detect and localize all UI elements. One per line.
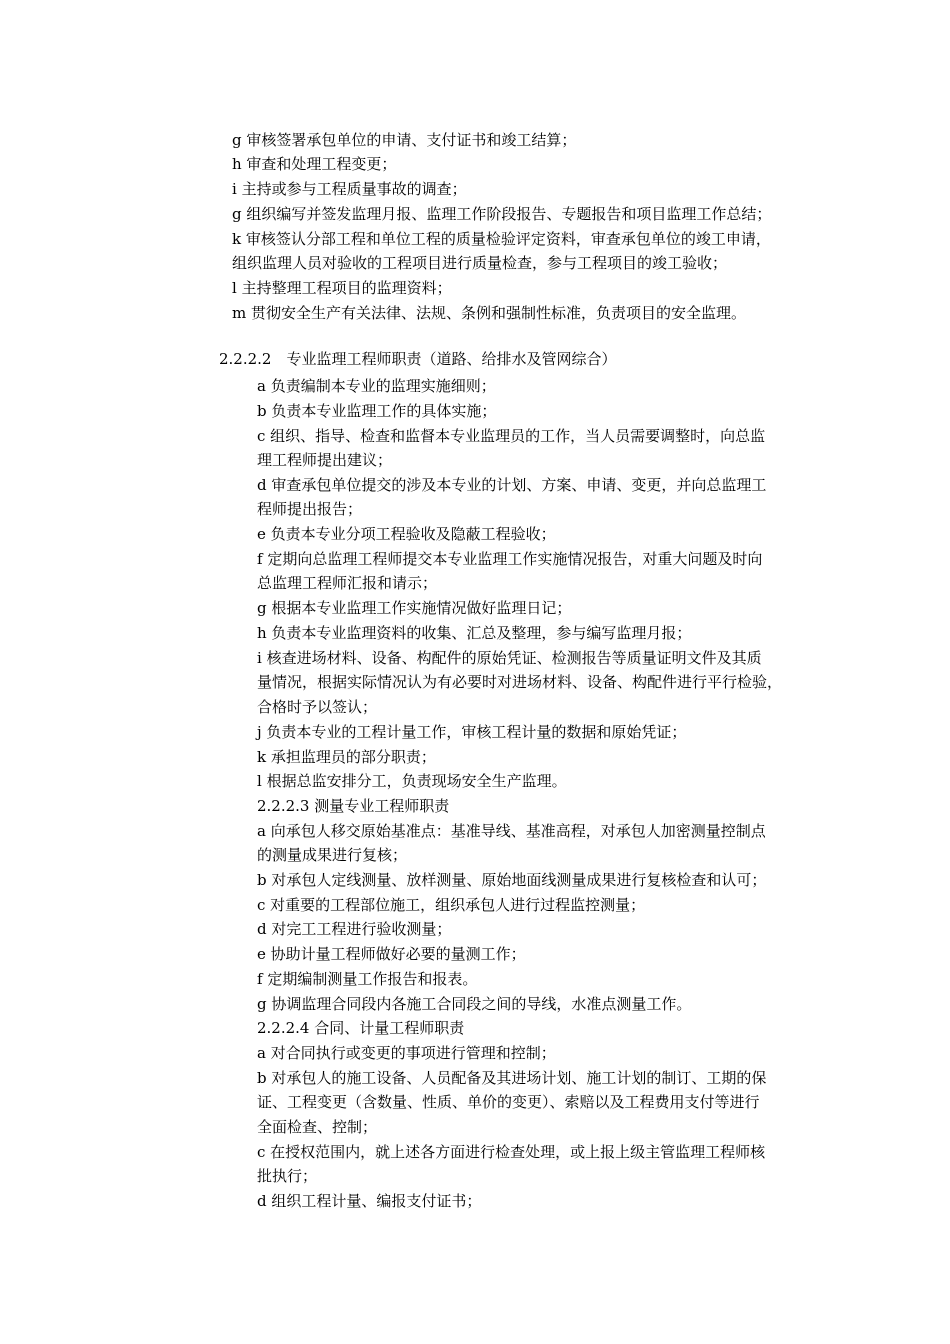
subsection-heading: 2.2.2.3 测量专业工程师职责	[257, 797, 450, 815]
list-item: b 对承包人的施工设备、人员配备及其进场计划、施工计划的制订、工期的保	[257, 1069, 767, 1087]
section-heading: 2.2.2.2 专业监理工程师职责（道路、给排水及管网综合）	[219, 350, 617, 368]
list-item: c 对重要的工程部位施工，组织承包人进行过程监控测量；	[257, 896, 646, 914]
list-item: k 承担监理员的部分职责；	[257, 748, 436, 766]
list-item: g 审核签署承包单位的申请、支付证书和竣工结算；	[232, 131, 577, 149]
list-item: 全面检查、控制；	[257, 1118, 378, 1136]
list-item: k 审核签认分部工程和单位工程的质量检验评定资料，审查承包单位的竣工申请，	[232, 230, 771, 248]
list-item: 证、工程变更（含数量、性质、单价的变更）、索赔以及工程费用支付等进行	[257, 1093, 760, 1111]
list-item: h 负责本专业监理资料的收集、汇总及整理，参与编写监理月报；	[257, 624, 692, 642]
list-item: j 负责本专业的工程计量工作，审核工程计量的数据和原始凭证；	[257, 723, 687, 741]
list-item: f 定期向总监理工程师提交本专业监理工作实施情况报告，对重大问题及时向	[257, 550, 763, 568]
subsection-heading: 2.2.2.4 合同、计量工程师职责	[257, 1019, 465, 1037]
list-item: g 组织编写并签发监理月报、监理工作阶段报告、专题报告和项目监理工作总结；	[232, 205, 772, 223]
list-item: 组织监理人员对验收的工程项目进行质量检查，参与工程项目的竣工验收；	[232, 254, 728, 272]
list-item: f 定期编制测量工作报告和报表。	[257, 970, 478, 988]
list-item: g 协调监理合同段内各施工合同段之间的导线，水准点测量工作。	[257, 995, 692, 1013]
list-item: i 核查进场材料、设备、构配件的原始凭证、检测报告等质量证明文件及其质	[257, 649, 762, 667]
list-item: 程师提出报告；	[257, 500, 363, 518]
list-item: 量情况，根据实际情况认为有必要时对进场材料、设备、构配件进行平行检验，	[257, 673, 783, 691]
list-item: d 组织工程计量、编报支付证书；	[257, 1192, 482, 1210]
list-item: 批执行；	[257, 1167, 318, 1185]
list-item: a 负责编制本专业的监理实施细则；	[257, 377, 496, 395]
list-item: e 负责本专业分项工程验收及隐蔽工程验收；	[257, 525, 556, 543]
list-item: e 协助计量工程师做好必要的量测工作；	[257, 945, 526, 963]
list-item: l 主持整理工程项目的监理资料；	[232, 279, 452, 297]
list-item: c 组织、指导、检查和监督本专业监理员的工作，当人员需要调整时，向总监	[257, 427, 766, 445]
list-item: 总监理工程师汇报和请示；	[257, 574, 438, 592]
list-item: l 根据总监安排分工，负责现场安全生产监理。	[257, 772, 567, 790]
list-item: a 对合同执行或变更的事项进行管理和控制；	[257, 1044, 556, 1062]
list-item: g 根据本专业监理工作实施情况做好监理日记；	[257, 599, 572, 617]
list-item: h 审查和处理工程变更；	[232, 155, 397, 173]
list-item: b 负责本专业监理工作的具体实施；	[257, 402, 497, 420]
list-item: 理工程师提出建议；	[257, 451, 393, 469]
list-item: 的测量成果进行复核；	[257, 846, 408, 864]
list-item: 合格时予以签认；	[257, 698, 378, 716]
list-item: m 贯彻安全生产有关法律、法规、条例和强制性标准，负责项目的安全监理。	[232, 304, 746, 322]
list-item: c 在授权范围内，就上述各方面进行检查处理，或上报上级主管监理工程师核	[257, 1143, 766, 1161]
list-item: i 主持或参与工程质量事故的调查；	[232, 180, 467, 198]
list-item: d 对完工工程进行验收测量；	[257, 920, 452, 938]
list-item: a 向承包人移交原始基准点：基准导线、基准高程，对承包人加密测量控制点	[257, 822, 766, 840]
list-item: b 对承包人定线测量、放样测量、原始地面线测量成果进行复核检查和认可；	[257, 871, 767, 889]
list-item: d 审查承包单位提交的涉及本专业的计划、方案、申请、变更，并向总监理工	[257, 476, 767, 494]
